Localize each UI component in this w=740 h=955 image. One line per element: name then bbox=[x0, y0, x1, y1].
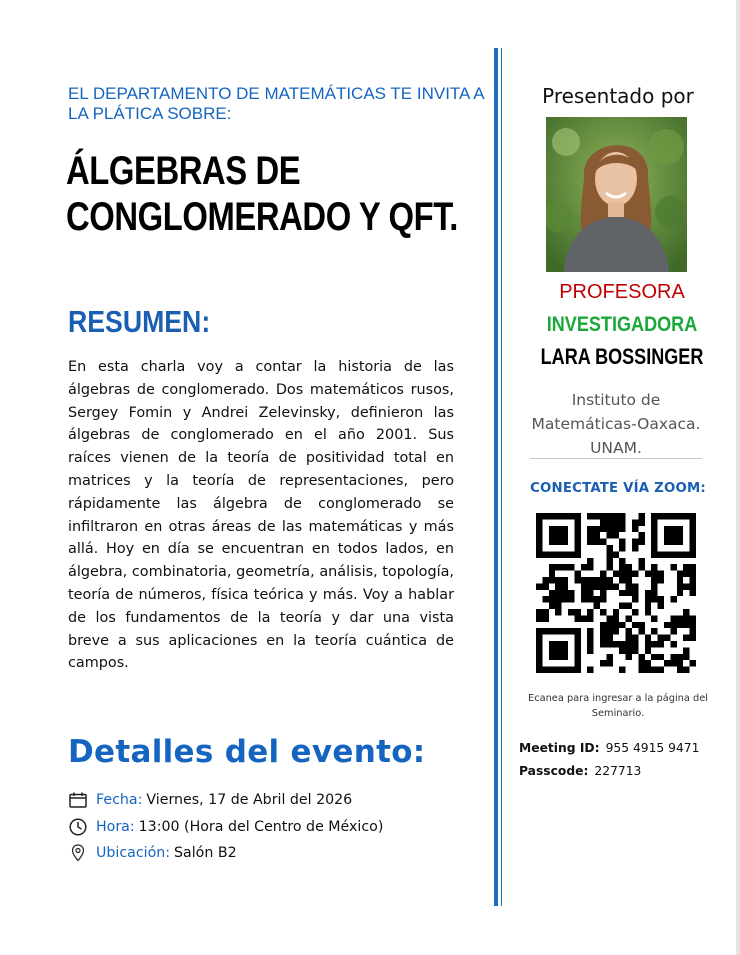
location-row bbox=[68, 844, 237, 862]
institution-line-3: UNAM. bbox=[590, 439, 642, 457]
abstract-body: En esta charla voy a contar la historia de las álgebras de conglomerado. Dos matemáticos rusos, Sergey Fomin y Andrei Zelevinsky, definieron las álgebras de conglomerado en el año 2001. Sus raíces vienen de la teoría de positividad total en matrices y la teoría de representaciones, pero rápidamente las álgebra de conglomerado se infiltraron en otras áreas de las matemáticas y más allá. Hoy en día se encuentran en todos lados, en álgebra, combinatoria, geometría, análisis, topología, teoría de números, física teórica y más. Voy a hablar de los fundamentos de la teoría y dar una vista breve a sus aplicaciones en la teoría cuántica de campos. bbox=[68, 359, 454, 672]
talk-title bbox=[66, 148, 458, 240]
passcode-value: 227713 bbox=[594, 764, 642, 778]
speaker-role-investigadora: INVESTIGADORA bbox=[546, 313, 698, 336]
location-pin-icon bbox=[68, 844, 88, 862]
passcode-row bbox=[519, 764, 641, 778]
title-line-1: ÁLGEBRAS DE bbox=[66, 149, 301, 193]
location-value: Salón B2 bbox=[174, 845, 237, 861]
abstract-heading: RESUMEN: bbox=[68, 304, 211, 339]
title-line-2: CONGLOMERADO Y QFT. bbox=[66, 195, 458, 239]
zoom-qr-code[interactable] bbox=[536, 513, 696, 673]
clock-icon bbox=[68, 818, 88, 836]
time-value: 13:00 (Hora del Centro de México) bbox=[138, 819, 384, 835]
passcode-label: Passcode: bbox=[519, 764, 589, 778]
time-row bbox=[68, 818, 383, 836]
presented-by: Presentado por bbox=[542, 84, 694, 108]
institution-line-2: Matemáticas-Oaxaca. bbox=[531, 415, 701, 433]
institution-line-1: Instituto de bbox=[571, 391, 661, 409]
date-value: Viernes, 17 de Abril del 2026 bbox=[146, 792, 353, 808]
qr-caption: Ecanea para ingresar a la página del Seminario. bbox=[528, 693, 708, 719]
time-label: Hora: bbox=[96, 819, 135, 835]
divider-line bbox=[530, 458, 702, 459]
details-heading: Detalles del evento: bbox=[68, 734, 426, 770]
zoom-heading: CONECTATE VÍA ZOOM: bbox=[530, 481, 706, 496]
speaker-name: LARA BOSSINGER bbox=[540, 344, 704, 369]
speaker-photo bbox=[546, 117, 687, 272]
date-row bbox=[68, 791, 352, 809]
page-edge bbox=[736, 0, 740, 955]
speaker-institution bbox=[504, 388, 728, 460]
date-label: Fecha: bbox=[96, 792, 143, 808]
meeting-id-label: Meeting ID: bbox=[519, 741, 600, 755]
location-label: Ubicación: bbox=[96, 845, 171, 861]
meeting-id-row bbox=[519, 741, 699, 755]
meeting-id-value: 955 4915 9471 bbox=[605, 741, 700, 755]
calendar-icon bbox=[68, 791, 88, 809]
vertical-divider bbox=[494, 48, 498, 906]
invite-text: EL DEPARTAMENTO DE MATEMÁTICAS TE INVITA A LA PLÁTICA SOBRE: bbox=[68, 84, 484, 123]
speaker-role-profesora: PROFESORA bbox=[559, 281, 685, 303]
vertical-divider-thin bbox=[501, 48, 502, 906]
